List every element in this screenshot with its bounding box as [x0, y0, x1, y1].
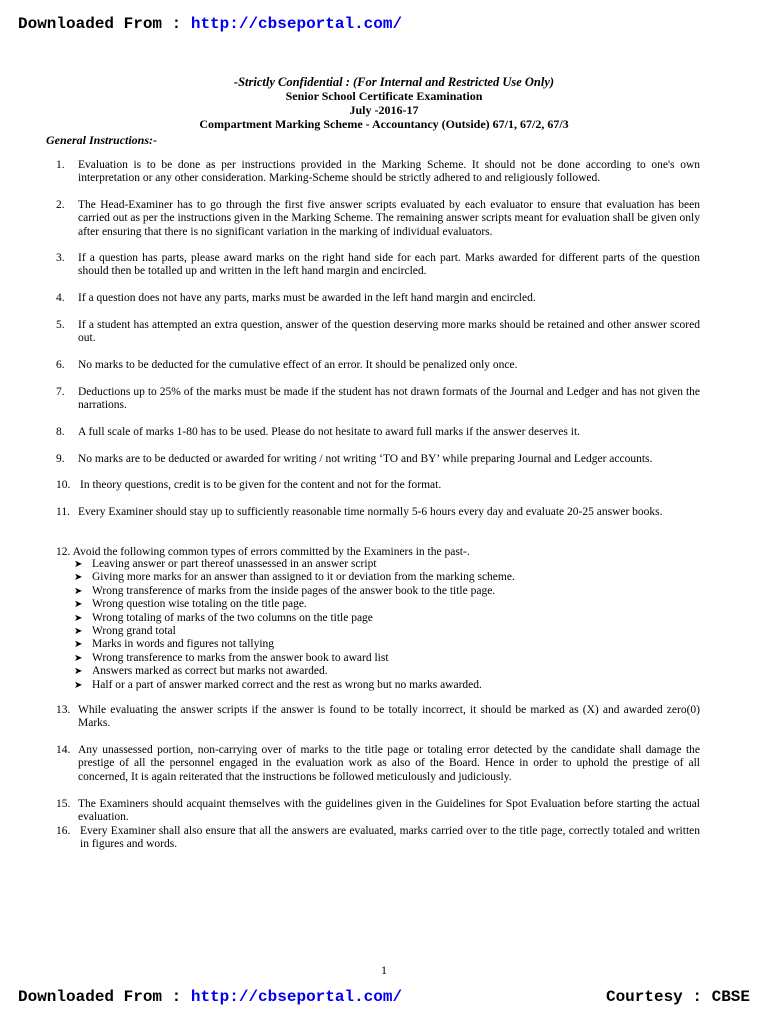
list-item: ➤ Wrong transference of marks from the inside pages of the answer book to the title page. [74, 584, 496, 597]
instruction-text: No marks to be deducted for the cumulative effect of an error. It should be penalized only once. [78, 359, 518, 371]
arrowhead-bullet-icon: ➤ [74, 652, 83, 664]
instruction-number: 11. [56, 506, 70, 518]
exam-name: Senior School Certificate Examination [285, 89, 483, 103]
instruction-number: 8. [56, 426, 65, 438]
instruction-number: 3. [56, 252, 65, 264]
common-errors-list [74, 558, 515, 692]
arrowhead-bullet-icon: ➤ [74, 559, 83, 570]
general-instructions-heading: General Instructions:- [46, 133, 158, 147]
exam-session: July -2016-17 [349, 103, 419, 117]
document-title-block [0, 75, 768, 131]
list-item: ➤ Giving more marks for an answer than assigned to it or deviation from the marking scheme. [74, 571, 515, 584]
instruction-number: 7. [56, 386, 65, 398]
list-item: ➤ Wrong totaling of marks of the two columns on the title page [74, 611, 373, 624]
instruction-number: 5. [56, 319, 65, 331]
list-item: ➤ Wrong question wise totaling on the title page. [74, 598, 307, 611]
list-item: ➤ Marks in words and figures not tallying [74, 638, 275, 651]
list-item: ➤ Answers marked as correct but marks not awarded. [74, 665, 328, 678]
cbseportal-link[interactable]: http://cbseportal.com/ [190, 988, 403, 1006]
instruction-number: 13. [56, 704, 71, 716]
instruction-text: The Head-Examiner has to go through the first five answer scripts evaluated by each evaluator to ensure that evaluation has been carried out as per the instructions given in the Marking Scheme. The remaining answer scripts meant for evaluation shall be given only after ensuring that there is no significant variation in the marking of individual evaluators. [78, 199, 700, 238]
confidential-notice: -Strictly Confidential : (For Internal and Restricted Use Only) [233, 75, 555, 89]
instruction-number: 4. [56, 292, 65, 304]
instruction-number: 15. [56, 798, 71, 810]
arrowhead-bullet-icon: ➤ [74, 572, 83, 584]
instruction-text: The Examiners should acquaint themselves with the guidelines given in the Guidelines for Spot Evaluation before starting the actual evaluation. [78, 798, 700, 824]
instruction-text: Every Examiner shall also ensure that all the answers are evaluated, marks carried over to the title page, correctly totaled and written in figures and words. [80, 825, 700, 851]
instruction-number: 14. [56, 744, 71, 756]
instruction-text: No marks are to be deducted or awarded for writing / not writing ‘TO and BY’ while preparing Journal and Ledger accounts. [78, 453, 653, 465]
instruction-12-intro: 12. Avoid the following common types of errors committed by the Examiners in the past-. [56, 546, 470, 558]
marking-scheme-title: Compartment Marking Scheme - Accountancy (Outside) 67/1, 67/2, 67/3 [199, 117, 569, 131]
instruction-text: A full scale of marks 1-80 has to be used. Please do not hesitate to award full marks if the answer deserves it. [78, 426, 581, 438]
download-source-header [18, 15, 402, 33]
instruction-number: 2. [56, 199, 65, 211]
instruction-text: While evaluating the answer scripts if the answer is found to be totally incorrect, it should be marked as (X) and awarded zero(0) Marks. [78, 704, 700, 730]
list-item: ➤ Leaving answer or part thereof unassessed in an answer script [74, 558, 377, 570]
instruction-number: 9. [56, 453, 65, 465]
arrowhead-bullet-icon: ➤ [74, 666, 83, 678]
downloaded-from-label: Downloaded From : [18, 15, 182, 33]
instruction-number: 10. [56, 479, 71, 491]
cbseportal-link[interactable]: http://cbseportal.com/ [190, 15, 403, 33]
instruction-text: If a question has parts, please award marks on the right hand side for each part. Marks awarded for different parts of the question should then be totalled up and written in the left hand margin and encircled. [78, 252, 700, 278]
page-number: 1 [381, 963, 387, 977]
instruction-text: Evaluation is to be done as per instructions provided in the Marking Scheme. It should not be done according to one's own interpretation or any other consideration. Marking-Scheme should be strictly adhered to and religiously followed. [78, 159, 700, 185]
instruction-text: If a question does not have any parts, marks must be awarded in the left hand margin and encircled. [78, 292, 536, 304]
list-item: ➤ Wrong grand total [74, 625, 176, 638]
arrowhead-bullet-icon: ➤ [74, 639, 83, 651]
instruction-text: Any unassessed portion, non-carrying over of marks to the title page or totaling error detected by the candidate shall damage the prestige of all the personnel engaged in the evaluation work as also of the Board. Hence in order to uphold the prestige of all concerned, It is again reiterated that the instructions be followed meticulously and judiciously. [78, 744, 700, 783]
instruction-text: If a student has attempted an extra question, answer of the question deserving more marks should be retained and other answer scored out. [78, 319, 700, 345]
list-item: ➤ Half or a part of answer marked correct and the rest as wrong but no marks awarded. [74, 678, 482, 691]
instruction-text: Every Examiner should stay up to sufficiently reasonable time normally 5-6 hours every day and evaluate 20-25 answer books. [78, 506, 663, 518]
instruction-number: 6. [56, 359, 65, 371]
arrowhead-bullet-icon: ➤ [74, 585, 83, 597]
arrowhead-bullet-icon: ➤ [74, 612, 83, 624]
instruction-number: 1. [56, 159, 65, 171]
instruction-number: 16. [56, 825, 71, 837]
courtesy-credit: Courtesy : CBSE [605, 988, 750, 1006]
instruction-text: Deductions up to 25% of the marks must be made if the student has not drawn formats of the Journal and Ledger and has not given the narrations. [78, 386, 700, 412]
arrowhead-bullet-icon: ➤ [74, 679, 83, 691]
download-source-footer [18, 988, 402, 1006]
list-item: ➤ Wrong transference to marks from the answer book to award list [74, 651, 389, 664]
instruction-text: In theory questions, credit is to be given for the content and not for the format. [80, 479, 442, 491]
arrowhead-bullet-icon: ➤ [74, 599, 83, 611]
downloaded-from-label: Downloaded From : [18, 988, 182, 1006]
arrowhead-bullet-icon: ➤ [74, 626, 83, 638]
